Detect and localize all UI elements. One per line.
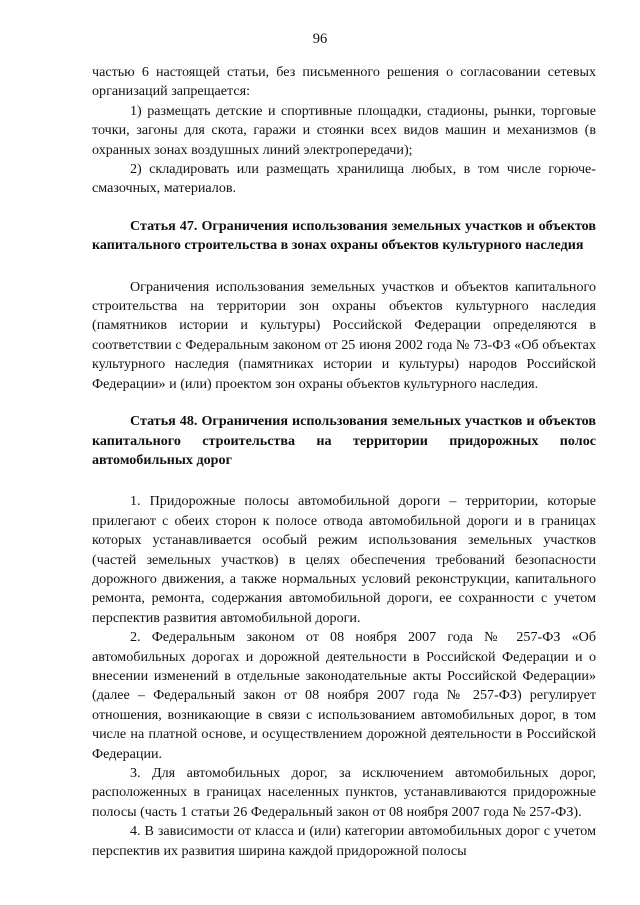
article-47-heading: Статья 47. Ограничения использования земельных участков и объектов капитального строительства в зонах охраны объектов культурного наследия (92, 217, 596, 254)
article-48-paragraph-4: 4. В зависимости от класса и (или) категории автомобильных дорог с учетом перспектив их развития ширина каждой придорожной полосы (92, 823, 596, 859)
list-item-2: 2) складировать или размещать хранилища любых, в том числе горюче-смазочных, материалов. (92, 161, 596, 197)
list-item-1: 1) размещать детские и спортивные площадки, стадионы, рынки, торговые точки, загоны для скота, гаражи и стоянки всех видов машин и механизмов (в охранных зонах воздушных линий электропередачи); (92, 102, 596, 158)
article-48-paragraph-1: 1. Придорожные полосы автомобильной дороги – территории, которые прилегают с обеих сторон к полосе отвода автомобильной дороги и в границах которых устанавливается особый режим использования земельных участков (частей земельных участков) в целях обеспечения требований безопасности дорожного движения, а также нормальных условий реконструкции, капитального ремонта, ремонта, содержания автомобильной дороги, ее сохранности с учетом перспектив развития автомобильной дороги. (92, 493, 596, 626)
article-48-paragraph-2: 2. Федеральным законом от 08 ноября 2007 года № 257-ФЗ «Об автомобильных дорогах и дорожной деятельности в Российской Федерации и о внесении изменений в отдельные законодательные акты Российской Федерации» (далее – Федеральный закон от 08 ноября 2007 года № 257-ФЗ) регулирует отношения, возникающие в связи с использованием автомобильных дорог, в том числе на платной основе, и осуществлением дорожной деятельности в Российской Федерации. (92, 629, 596, 762)
page-content (92, 63, 596, 861)
page-number: 96 (312, 31, 328, 47)
article-48-paragraph-3: 3. Для автомобильных дорог, за исключением автомобильных дорог, расположенных в границах населенных пунктов, устанавливаются придорожные полосы (часть 1 статьи 26 Федеральный закон от 08 ноября 2007 года № 257-ФЗ). (92, 765, 596, 820)
article-48-heading: Статья 48. Ограничения использования земельных участков и объектов капитального строительства на территории придорожных полос автомобильных дорог (92, 413, 596, 468)
article-47-paragraph: Ограничения использования земельных участков и объектов капитального строительства на территории зон охраны объектов культурного наследия (памятников истории и культуры) Российской Федерации определяются в соответствии с Федеральным законом от 25 июня 2002 года № 73-ФЗ «Об объектах культурного наследия (памятниках истории и культуры) народов Российской Федерации» и (или) проектом зон охраны объектов культурного наследия. (92, 278, 596, 392)
paragraph-continuation: частью 6 настоящей статьи, без письменного решения о согласовании сетевых организаций запрещается: (92, 64, 596, 100)
